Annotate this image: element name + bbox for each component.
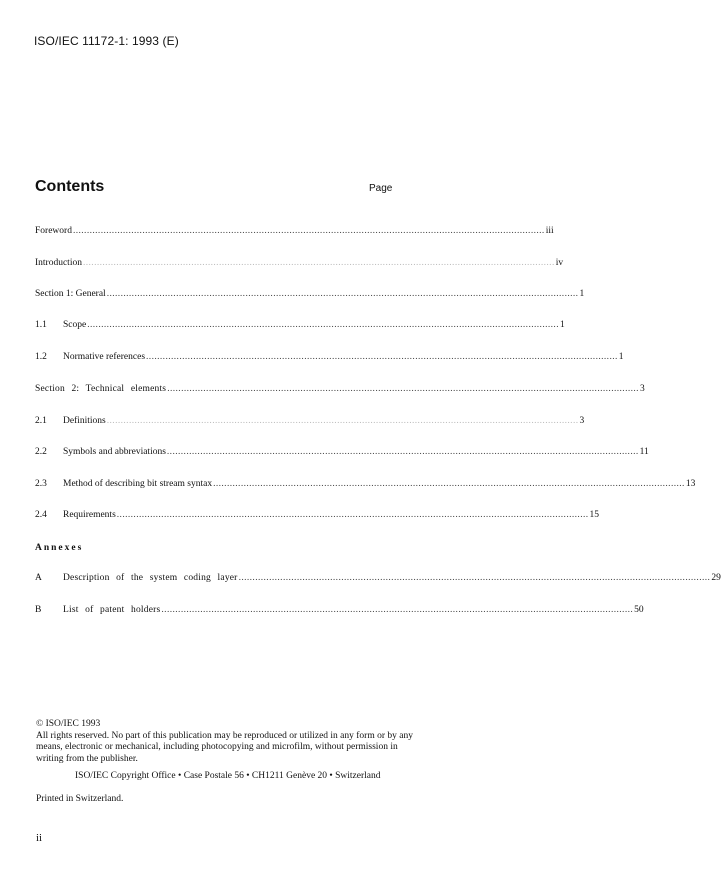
toc-entry-2-4[interactable] — [35, 510, 600, 524]
page-column-label: Page — [369, 183, 393, 194]
toc-leader-dots: .......................................................................................................................................................................... — [238, 573, 711, 583]
toc-entry-text: Foreword — [35, 226, 72, 236]
toc-annex-b[interactable] — [35, 605, 644, 619]
toc-entry-foreword[interactable] — [35, 226, 554, 240]
document-identifier: ISO/IEC 11172-1: 1993 (E) — [34, 34, 179, 48]
toc-entry-2-3[interactable] — [35, 479, 696, 493]
toc-leader-dots: .......................................................................................................................................................................... — [166, 447, 639, 457]
toc-entry-page: 15 — [589, 510, 600, 520]
toc-entry-1-2[interactable] — [35, 352, 624, 366]
toc-entry-page: 3 — [579, 416, 585, 426]
toc-entry-2-1[interactable] — [35, 416, 585, 430]
toc-entry-page: 1 — [618, 352, 624, 362]
toc-entry-1-1[interactable] — [35, 320, 565, 334]
toc-entry-text: Definitions — [63, 416, 106, 426]
printed-in-note: Printed in Switzerland. — [36, 794, 124, 804]
toc-entry-page: iv — [555, 258, 564, 268]
toc-leader-dots: .......................................................................................................................................................................... — [72, 226, 545, 236]
toc-entry-number: A — [35, 573, 42, 583]
toc-entry-page: 13 — [685, 479, 696, 489]
toc-entry-page: 29 — [711, 573, 721, 583]
toc-leader-dots: .......................................................................................................................................................................... — [82, 258, 555, 268]
toc-entry-number: 1.1 — [35, 320, 47, 330]
copyright-line: © ISO/IEC 1993 — [36, 719, 101, 729]
toc-entry-page: 11 — [639, 447, 649, 457]
copyright-block — [36, 719, 426, 765]
toc-entry-text: Scope — [63, 320, 87, 330]
toc-entry-number: 2.4 — [35, 510, 47, 520]
toc-entry-text: Introduction — [35, 258, 82, 268]
toc-leader-dots: .......................................................................................................................................................................... — [106, 416, 579, 426]
rights-notice: All rights reserved. No part of this publication may be reproduced or utilized in any form or by any means, electronic or mechanical, including photocopying and microfilm, without permission in writing from the publisher. — [36, 730, 413, 764]
toc-entry-text: Method of describing bit stream syntax — [63, 479, 213, 489]
toc-entry-number: 2.2 — [35, 447, 47, 457]
toc-entry-page: 3 — [639, 384, 645, 394]
toc-entry-text: Description of the system coding layer — [63, 573, 238, 583]
toc-entry-number: B — [35, 605, 42, 615]
toc-entry-text: Section 2: Technical elements — [35, 384, 167, 394]
toc-entry-text: Normative references — [63, 352, 146, 362]
toc-entry-page: iii — [545, 226, 554, 236]
toc-entry-text: List of patent holders — [63, 605, 161, 615]
toc-entry-section-1[interactable] — [35, 289, 585, 303]
annexes-heading: Annexes — [35, 543, 84, 553]
toc-leader-dots: .......................................................................................................................................................................... — [146, 352, 618, 362]
contents-title: Contents — [35, 178, 105, 195]
toc-entry-number: 1.2 — [35, 352, 47, 362]
toc-entry-number: 2.3 — [35, 479, 47, 489]
toc-entry-text: Symbols and abbreviations — [63, 447, 166, 457]
toc-entry-text: Requirements — [63, 510, 116, 520]
toc-entry-page: 50 — [634, 605, 644, 615]
page-number: ii — [36, 832, 43, 844]
toc-leader-dots: .......................................................................................................................................................................... — [87, 320, 559, 330]
toc-leader-dots: .......................................................................................................................................................................... — [106, 289, 579, 299]
toc-entry-section-2[interactable] — [35, 384, 645, 398]
toc-entry-2-2[interactable] — [35, 447, 649, 461]
toc-entry-page: 1 — [579, 289, 585, 299]
toc-entry-page: 1 — [559, 320, 565, 330]
copyright-office-address: ISO/IEC Copyright Office • Case Postale 56 • CH1211 Genève 20 • Switzerland — [75, 771, 381, 781]
toc-leader-dots: .......................................................................................................................................................................... — [116, 510, 589, 520]
toc-leader-dots: .......................................................................................................................................................................... — [213, 479, 685, 489]
toc-entry-text: Section 1: General — [35, 289, 106, 299]
toc-entry-introduction[interactable] — [35, 258, 564, 272]
toc-leader-dots: .......................................................................................................................................................................... — [167, 384, 639, 394]
toc-annex-a[interactable] — [35, 573, 721, 587]
toc-entry-number: 2.1 — [35, 416, 47, 426]
toc-leader-dots: .......................................................................................................................................................................... — [161, 605, 634, 615]
